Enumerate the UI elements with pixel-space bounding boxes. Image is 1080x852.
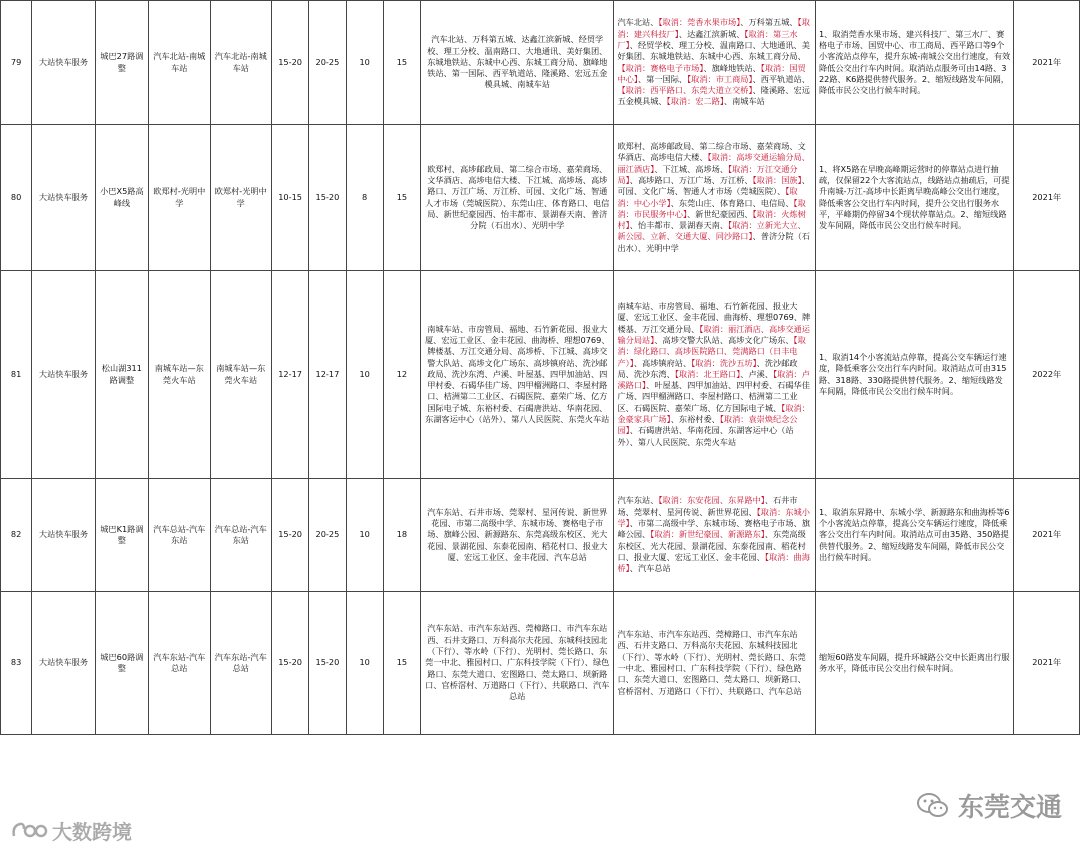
table-row (1, 592, 1080, 735)
cancelled-stops: 【取消：第三水厂】 (617, 28, 798, 50)
service-type-cell: 大站快车服务 (32, 592, 95, 735)
watermark-right-text: 东莞交通 (957, 793, 1062, 823)
table-row (1, 479, 1080, 592)
interval-before-cell: 10-15 (271, 125, 308, 271)
service-type-cell: 大站快车服务 (32, 125, 95, 271)
terminals-after-cell: 汽车北站-南城车站 (210, 1, 271, 125)
route-name-cell: 城巴K1路调整 (95, 479, 148, 592)
cancelled-stops: 【取消：赛格电子市场】 (617, 62, 704, 73)
kept-stops: 、普济分院（石出水）、光明中学 (617, 231, 810, 253)
kept-stops: 、可园、文化广场、智通人才市场（莞城医院）、 (617, 174, 810, 197)
kept-stops: 、卢溪、 (740, 368, 774, 379)
kept-stops: 、怡丰都市、景湖春天南、 (629, 220, 729, 231)
cancelled-stops: 【取消：丽江酒店、高埗交通运输分局站】 (617, 323, 810, 345)
kept-stops: 、万科第五城、 (740, 17, 798, 28)
terminals-after-cell: 汽车总站-汽车东站 (210, 479, 271, 592)
description-cell: 1、取消14个小客流站点停靠，提高公交车辆运行速度，降低乘客公交出行车内时间。取消站点可由315路、318路、330路提供替代服务。2、缩短线路发车间隔，降低市民公交出行候车时间。 (815, 271, 1013, 479)
cancelled-stops: 【取消：中心小学】 (617, 186, 798, 208)
terminals-after-cell: 汽车东站-汽车总站 (210, 592, 271, 735)
route-name-cell: 城巴27路调整 (95, 1, 148, 125)
kept-stops: 欧郑村、高埗邮政局、第二综合市场、嘉荣商场、文华酒店、高埗电信大楼、 (617, 141, 806, 163)
kept-stops: 、经贸学校、理工分校、温南路口、大地通讯、美好集团、东城地铁站、东城中心西、东城工商分局、 (617, 39, 810, 62)
cancelled-stops: 【取消：宏二路】 (666, 96, 724, 107)
interval-after-cell: 20-25 (309, 1, 346, 125)
cancelled-stops: 【取消：绿化路口、高埗医院路口、莞满路口（日丰电产）】 (617, 334, 806, 368)
year-cell: 2022年 (1014, 271, 1080, 479)
interval-after-cell: 12-17 (309, 271, 346, 479)
interval-before-cell: 15-20 (271, 1, 308, 125)
cancelled-stops: 【取消：东安花园、东昇路中】 (658, 495, 765, 506)
route-id-cell: 82 (1, 479, 32, 592)
cancelled-stops: 【取消：北王路口】 (674, 368, 741, 379)
kept-stops: 、洗沙邮政局、洗沙东湾、 (617, 357, 798, 379)
cancelled-stops: 【取消：高埗交通运输分局、丽江酒店】 (617, 152, 810, 174)
cancelled-stops: 【取消：万江交通分局】 (617, 163, 798, 185)
kept-stops: 、高埗路口、万江广场、万江桥、 (629, 174, 753, 185)
watermark-right (916, 787, 1062, 824)
cancelled-stops: 【取消：曲海桥】 (617, 551, 810, 574)
interval-before-cell: 15-20 (271, 592, 308, 735)
service-type-cell: 大站快车服务 (32, 479, 95, 592)
route-name-cell: 小巴X5路高峰线 (95, 125, 148, 271)
description-cell: 缩短60路发车间隔，提升环城路公交中长距离出行服务水平，降低市民公交出行候车时间。 (815, 592, 1013, 735)
kept-stops: 、新世纪豪园西、 (687, 208, 753, 219)
cancelled-stops: 【取消：西平路口、东莞大道立交桥】 (617, 85, 753, 96)
route-id-cell: 80 (1, 125, 32, 271)
year-cell: 2021年 (1014, 125, 1080, 271)
cancelled-stops: 【取消：袁崇焕纪念公园】 (617, 414, 798, 436)
cancelled-stops: 【取消：新世纪豪园、新源路东】 (650, 529, 765, 540)
watermark-left-text: 大数跨境 (52, 820, 132, 844)
buses-before-cell: 10 (346, 592, 383, 735)
stops-before-cell: 汽车东站、市汽车东站西、莞樟路口、市汽车东站西、石井支路口、万科高尔夫花园、东城科技园北（下行）、等水岭（下行）、光明村、莞长路口、东莞一中北、雅园村口、广东科技学院（下行）、绿色路口、东莞大道口、宏图路口、莞太路口、坝新路口、官桥滘村、万道路口（下行）、共联路口、汽车总站 (421, 592, 614, 735)
kept-stops: 、汽车总站 (629, 563, 671, 574)
table-row (1, 1, 1080, 125)
kept-stops: 、东裕村委、 (670, 414, 720, 425)
stops-after-cell (614, 271, 815, 479)
kept-stops: 、下江城、高埗场、 (654, 163, 729, 174)
description-cell: 1、将X5路在早晚高峰期运营时的停靠站点进行抽疏，仅保留22个大客流站点，线路站点抽疏后，可提升南城-万江-高埗中长距离早晚高峰公交出行速度，降低乘客公交出行车内时间，提升公交出行服务水平，平峰期仍停留34个现状停靠站点。2、缩短线路发车间隔，降低市民公交出行候车时间。 (815, 125, 1013, 271)
buses-before-cell: 10 (346, 479, 383, 592)
kept-stops: 、高埗交警大队站、高埗文化广场东、 (654, 334, 794, 345)
route-id-cell: 81 (1, 271, 32, 479)
interval-after-cell: 20-25 (309, 479, 346, 592)
kept-stops: 、西平轨道站、 (752, 73, 810, 84)
cancelled-stops: 【取消：国族】 (752, 174, 802, 185)
terminals-before-cell: 欧郑村-光明中学 (149, 125, 210, 271)
kept-stops: 、东莞高级东校区、光大花园、景湖花园、东泰花园南、稻花村口、报业大厦、宏远工业区、金丰花园、 (617, 529, 806, 562)
buses-after-cell: 15 (383, 125, 420, 271)
cancelled-stops: 【取消：莞香水果市场】 (658, 17, 741, 28)
cancelled-stops: 【取消：建兴科技厂】 (617, 17, 810, 39)
terminals-before-cell: 汽车总站-汽车东站 (149, 479, 210, 592)
cancelled-stops: 【取消：金豪家具广场】 (617, 402, 810, 425)
cancelled-stops: 【取消：国贸中心】 (617, 62, 806, 84)
buses-after-cell: 15 (383, 1, 420, 125)
service-type-cell: 大站快车服务 (32, 1, 95, 125)
kept-stops: 、第一国际、 (637, 73, 688, 84)
kept-stops: 南城车站、市房管局、福地、石竹新花园、报业大厦、宏远工业区、金丰花园、曲海桥、理想0769、牌楼基、万江交通分局、 (617, 301, 811, 334)
year-cell: 2021年 (1014, 1, 1080, 125)
kept-stops: 、叶屋基、四甲加油站、四甲村委、石碣华佳广场、四甲榴洲路口、李屋村路口、桔洲第二工业区、石碣医院、嘉荣广场、亿方国际电子城、 (617, 380, 810, 413)
cancelled-stops: 【取消：市工商局】 (687, 73, 753, 84)
stops-after-cell (614, 592, 815, 735)
stops-before-cell: 南城车站、市房管局、福地、石竹新花园、报业大厦、宏远工业区、金丰花园、曲海桥、理想0769、牌楼基、万江交通分局、高埗桥、下江城、高埗交警大队站、高埗文化广场东、高埗镇府站、洗沙邮政局、洗沙东湾、卢溪、叶屋基、四甲加油站、四甲村委、石碣华佳广场、四甲榴洲路口、李屋村路口、桔洲第二工业区、石碣医院、嘉荣广场、亿方国际电子城、东裕村委、石碣唐洪站、华南花园、东湖客运中心（站外）、第八人民医院、东莞火车站 (421, 271, 614, 479)
stops-before-cell: 汽车北站、万科第五城、达鑫江滨新城、经贸学校、理工分校、温南路口、大地通讯、美好集团、东城地铁站、东城中心西、东城工商分局、旗峰地铁站、第一国际、西平轨道站、隆溪路、宏远五金模具城、南城车站 (421, 1, 614, 125)
route-name-cell: 城巴60路调整 (95, 592, 148, 735)
description-cell: 1、取消莞香水果市场、建兴科技厂、第三水厂、赛格电子市场、国贸中心、市工商局、西平路口等9个小客流站点停车，提升东城-南城公交出行速度，有效降低公交出行车内时间。取消站点服务可由14路、322路、K6路提供替代服务。2、缩短线路发车间隔，降低市民公交出行候车时间。 (815, 1, 1013, 125)
kept-stops: 汽车东站、市汽车东站西、莞樟路口、市汽车东站西、石井支路口、万科高尔夫花园、东城科技园北（下行）、等水岭（下行）、光明村、莞长路口、东莞一中北、雅园村口、广东科技学院（下行）、绿色路口、东莞大道口、宏图路口、莞太路口、坝新路口、官桥滘村、万道路口（下行）、共联路口、汽车总站 (617, 629, 806, 696)
stops-after-cell (614, 479, 815, 592)
kept-stops: 、高埗镇府站、 (633, 357, 692, 368)
buses-after-cell: 12 (383, 271, 420, 479)
terminals-before-cell: 汽车东站-汽车总站 (149, 592, 210, 735)
cancelled-stops: 【取消：洗沙五坊】 (691, 357, 757, 368)
cancelled-stops: 【取消：东城小学】 (617, 506, 810, 529)
terminals-before-cell: 汽车北站-南城车站 (149, 1, 210, 125)
kept-stops: 、东莞山庄、体育路口、电信局、 (670, 197, 794, 208)
stops-after-cell (614, 125, 815, 271)
buses-after-cell: 15 (383, 592, 420, 735)
buses-before-cell: 10 (346, 1, 383, 125)
kept-stops: 、市第二高级中学、东城市场、赛格电子市场、旗峰公园、 (617, 518, 810, 540)
year-cell: 2021年 (1014, 592, 1080, 735)
cancelled-stops: 【取消：卢溪路口】 (617, 368, 810, 391)
route-name-cell: 松山湖311路调整 (95, 271, 148, 479)
terminals-before-cell: 南城车站—东莞火车站 (149, 271, 210, 479)
description-cell: 1、取消东昇路中、东城小学、新源路东和曲海桥等6个小客流站点停靠，提高公交车辆运行速度，降低乘客公交出行车内时间。取消站点可由35路、350路提供替代服务。2、缩短线路发车间隔，降低市民公交出行候车时间。 (815, 479, 1013, 592)
cancelled-stops: 【取消：市民服务中心】 (617, 197, 806, 219)
interval-after-cell: 15-20 (309, 592, 346, 735)
service-type-cell: 大站快车服务 (32, 271, 95, 479)
cancelled-stops: 【取消：火炼树村】 (617, 208, 806, 231)
buses-after-cell: 18 (383, 479, 420, 592)
year-cell: 2021年 (1014, 479, 1080, 592)
stops-before-cell: 欧郑村、高埗邮政局、第二综合市场、嘉荣商场、文华酒店、高埗电信大楼、下江城、高埗场、高埗路口、万江广场、万江桥、可园、文化广场、智通人才市场（莞城医院）、东莞山庄、体育路口、电信局、新世纪豪园西、怡丰都市、景湖春天南、普济分院（石出水）、光明中学 (421, 125, 614, 271)
kept-stops: 、隆溪路、宏远五金模具城、 (617, 85, 810, 107)
kept-stops: 汽车北站、 (617, 17, 659, 28)
stops-before-cell: 汽车东站、石井市场、莞翠村、星河传说、新世界花园、市第二高级中学、东城市场、赛格电子市场、旗峰公园、新源路东、东莞高级东校区、光大花园、景湖花园、东泰花园南、稻花村口、报业大厦、宏远工业区、金丰花园、汽车总站 (421, 479, 614, 592)
kept-stops: 汽车东站、 (617, 495, 659, 506)
interval-after-cell: 15-20 (309, 125, 346, 271)
kept-stops: 、石井市场、莞翠村、星河传说、新世界花园、 (617, 495, 798, 517)
buses-before-cell: 8 (346, 125, 383, 271)
buses-before-cell: 10 (346, 271, 383, 479)
dashu-logo-icon (10, 820, 48, 842)
route-id-cell: 83 (1, 592, 32, 735)
wechat-icon (916, 792, 950, 820)
interval-before-cell: 15-20 (271, 479, 308, 592)
table-row (1, 271, 1080, 479)
kept-stops: 、达鑫江滨新城、 (678, 28, 745, 39)
kept-stops: 、石碣唐洪站、华南花园、东湖客运中心（站外）、第八人民医院、东莞火车站 (617, 425, 794, 447)
terminals-after-cell: 欧郑村-光明中学 (210, 125, 271, 271)
cancelled-stops: 【取消：立新光大立、新公园、立新、交通大厦、同沙路口】 (617, 220, 806, 242)
kept-stops: 、旗峰地铁站、 (703, 62, 761, 73)
interval-before-cell: 12-17 (271, 271, 308, 479)
stops-after-cell (614, 1, 815, 125)
kept-stops: 、南城车站 (723, 96, 765, 107)
terminals-after-cell: 南城车站—东莞火车站 (210, 271, 271, 479)
table-row (1, 125, 1080, 271)
watermark-left (10, 816, 132, 845)
route-id-cell: 79 (1, 1, 32, 125)
